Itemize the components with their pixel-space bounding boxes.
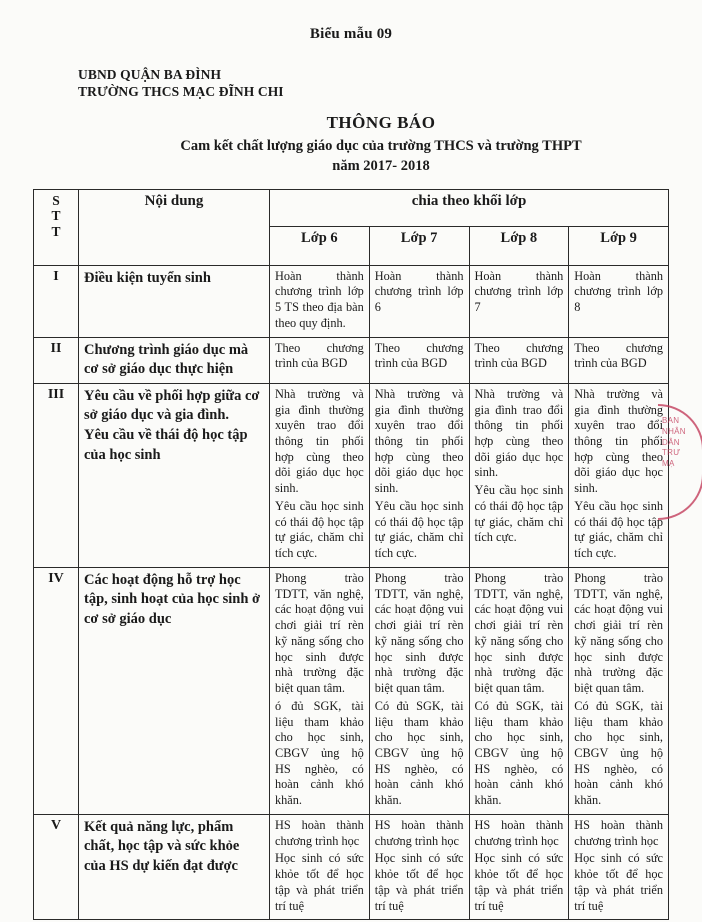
grade-cell	[469, 337, 569, 383]
grade-cell	[469, 814, 569, 919]
cell-paragraph: HS hoàn thành chương trình học	[374, 817, 464, 848]
stamp-line-4: MẠ	[662, 459, 675, 469]
org-line-school: TRƯỜNG THCS MẠC ĐĨNH CHI	[78, 83, 284, 99]
document-subtitle: Cam kết chất lượng giáo dục của trường THCS và trường THPT	[180, 137, 582, 154]
cell-paragraph: Hoàn thành chương trình lớp 6	[374, 268, 464, 315]
cell-paragraph: Theo chương trình của BGD	[474, 340, 564, 371]
cell-paragraph: Yêu cầu học sinh có thái độ học tập tự giác, chăm chỉ tích cực.	[474, 483, 564, 545]
cell-paragraph: Học sinh có sức khỏe tốt để học tập và phát triển trí tuệ	[275, 851, 364, 913]
cell-paragraph: HS hoàn thành chương trình học	[275, 817, 364, 848]
org-line-district: UBND QUẬN BA ĐÌNH	[78, 67, 222, 82]
cell-paragraph: HS hoàn thành chương trình học	[474, 817, 564, 848]
grade-cell	[369, 567, 469, 814]
cell-paragraph: Phong trào TDTT, văn nghệ, các hoạt động vui chơi giải trí rèn kỹ năng sống cho học sinh được nhà trường đặc biệt quan tâm.	[374, 570, 464, 696]
cell-paragraph: Theo chương trình của BGD	[275, 340, 364, 371]
header-grade-group: chia theo khối lớp	[270, 189, 669, 226]
row-content-label	[79, 567, 270, 814]
grade-cell	[569, 265, 669, 337]
row-index: V	[34, 814, 79, 919]
cell-paragraph: Có đủ SGK, tài liệu tham khảo cho học sinh, CBGV ủng hộ HS nghèo, có hoàn cảnh khó khăn.	[474, 698, 564, 808]
grade-cell	[569, 337, 669, 383]
table-row	[34, 337, 669, 383]
grade-cell	[569, 567, 669, 814]
grade-cell	[270, 383, 370, 567]
cell-paragraph: Nhà trường và gia đình trao đổi thông tin phối hợp cùng theo dõi giáo dục học sinh.	[474, 386, 564, 480]
cell-paragraph: Học sinh có sức khỏe tốt để học tập và phát triển trí tuệ	[474, 851, 564, 913]
table-header-row-1	[34, 189, 669, 226]
grade-cell	[469, 383, 569, 567]
header-grade-7: Lớp 7	[369, 226, 469, 265]
row-content-line: Yêu cầu về thái độ học tập của học sinh	[84, 426, 248, 463]
header-grade-6: Lớp 6	[270, 226, 370, 265]
cell-paragraph: Học sinh có sức khỏe tốt để học tập và phát triển trí tuệ	[374, 851, 464, 913]
cell-paragraph: Yêu cầu học sinh có thái độ học tập tự giác, chăm chỉ tích cực.	[574, 498, 663, 561]
cell-paragraph: Nhà trường và gia đình thường xuyên trao đổi thông tin phối hợp cùng theo dõi giáo dục học sinh.	[374, 386, 464, 496]
row-content-line: Kết quả năng lực, phẩm chất, học tập và sức khỏe của HS dự kiến đạt được	[84, 818, 240, 875]
grade-cell	[469, 567, 569, 814]
stamp-line-3: TRƯ	[662, 448, 681, 458]
cell-paragraph: Phong trào TDTT, văn nghệ, các hoạt động vui chơi giải trí rèn kỹ năng sống cho học sinh được nhà trường đặc biệt quan tâm.	[574, 570, 663, 696]
grade-cell	[270, 814, 370, 919]
header-stt-line-2: T	[51, 208, 61, 224]
header-stt-line-1: S	[52, 192, 60, 208]
grade-cell	[569, 814, 669, 919]
issuing-organization	[78, 67, 702, 101]
table-row	[34, 383, 669, 567]
table-header	[34, 189, 669, 265]
cell-paragraph: Theo chương trình của BGD	[574, 340, 663, 371]
cell-paragraph: Nhà trường và gia đình thường xuyên trao đổi thông tin phối hợp cùng theo dõi giáo dục học sinh.	[275, 386, 364, 496]
grade-cell	[469, 265, 569, 337]
row-content-label	[79, 383, 270, 567]
row-content-line: Chương trình giáo dục mà cơ sở giáo dục thực hiện	[84, 341, 249, 378]
document-page	[0, 26, 702, 922]
grade-cell	[270, 265, 370, 337]
form-code: Biểu mẫu 09	[309, 26, 393, 42]
row-index: III	[34, 383, 79, 567]
cell-paragraph: Học sinh có sức khỏe tốt để học tập và phát triển trí tuệ	[574, 851, 663, 913]
document-title: THÔNG BÁO	[326, 112, 436, 132]
table-row	[34, 265, 669, 337]
row-index: I	[34, 265, 79, 337]
table-body	[34, 265, 669, 920]
header-stt-line-3: T	[51, 223, 61, 239]
grade-cell	[569, 383, 669, 567]
cell-paragraph: Có đủ SGK, tài liệu tham khảo cho học sinh, CBGV ủng hộ HS nghèo, có hoàn cảnh khó khăn.	[574, 698, 663, 808]
cell-paragraph: Nhà trường và gia đình thường xuyên trao đổi thông tin phối hợp cùng theo dõi giáo dục học sinh.	[574, 386, 663, 496]
cell-paragraph: Hoàn thành chương trình lớp 5 TS theo địa bàn theo quy định.	[275, 268, 364, 330]
stamp-line-2: NHÂN DÂN	[662, 426, 686, 447]
official-seal-stamp	[658, 404, 702, 520]
stamp-line-1: BAN	[662, 416, 680, 425]
row-content-line: Các hoạt động hỗ trợ học tập, sinh hoạt của học sinh ở cơ sở giáo dục	[84, 571, 261, 628]
grade-cell	[369, 814, 469, 919]
row-index: II	[34, 337, 79, 383]
cell-paragraph: ó đủ SGK, tài liệu tham khảo cho học sinh, CBGV ủng hộ HS nghèo, có hoàn cảnh khó khăn.	[275, 698, 364, 808]
document-school-year: năm 2017- 2018	[332, 157, 430, 174]
cell-paragraph: Yêu cầu học sinh có thái độ học tập tự giác, chăm chỉ tích cực.	[275, 498, 364, 561]
grade-cell	[270, 567, 370, 814]
grade-cell	[270, 337, 370, 383]
table-row	[34, 567, 669, 814]
header-grade-9: Lớp 9	[569, 226, 669, 265]
grade-cell	[369, 337, 469, 383]
cell-paragraph: Theo chương trình của BGD	[374, 340, 464, 371]
grade-cell	[369, 383, 469, 567]
cell-paragraph: Phong trào TDTT, văn nghệ, các hoạt động vui chơi giải trí rèn kỹ năng sống cho học sinh được nhà trường đặc biệt quan tâm.	[474, 570, 564, 696]
row-index: IV	[34, 567, 79, 814]
cell-paragraph: HS hoàn thành chương trình học	[574, 817, 663, 848]
cell-paragraph: Phong trào TDTT, văn nghệ, các hoạt động vui chơi giải trí rèn kỹ năng sống cho học sinh được nhà trường đặc biệt quan tâm.	[275, 570, 364, 696]
cell-paragraph: Hoàn thành chương trình lớp 7	[474, 268, 564, 315]
grade-cell	[369, 265, 469, 337]
header-stt	[34, 189, 79, 265]
row-content-line: Yêu cầu về phối hợp giữa cơ sở giáo dục và gia đình.	[84, 387, 260, 424]
row-content-label	[79, 337, 270, 383]
commitment-table	[33, 189, 669, 921]
cell-paragraph: Hoàn thành chương trình lớp 8	[574, 268, 663, 315]
cell-paragraph: Yêu cầu học sinh có thái độ học tập tự giác, chăm chỉ tích cực.	[374, 498, 464, 561]
row-content-label	[79, 265, 270, 337]
header-noi-dung: Nội dung	[79, 189, 270, 265]
table-row	[34, 814, 669, 919]
row-content-line: Điều kiện tuyển sinh	[84, 269, 211, 286]
cell-paragraph: Có đủ SGK, tài liệu tham khảo cho học sinh, CBGV ủng hộ HS nghèo, có hoàn cảnh khó khăn.	[374, 698, 464, 808]
header-grade-8: Lớp 8	[469, 226, 569, 265]
row-content-label	[79, 814, 270, 919]
title-block	[0, 113, 702, 175]
